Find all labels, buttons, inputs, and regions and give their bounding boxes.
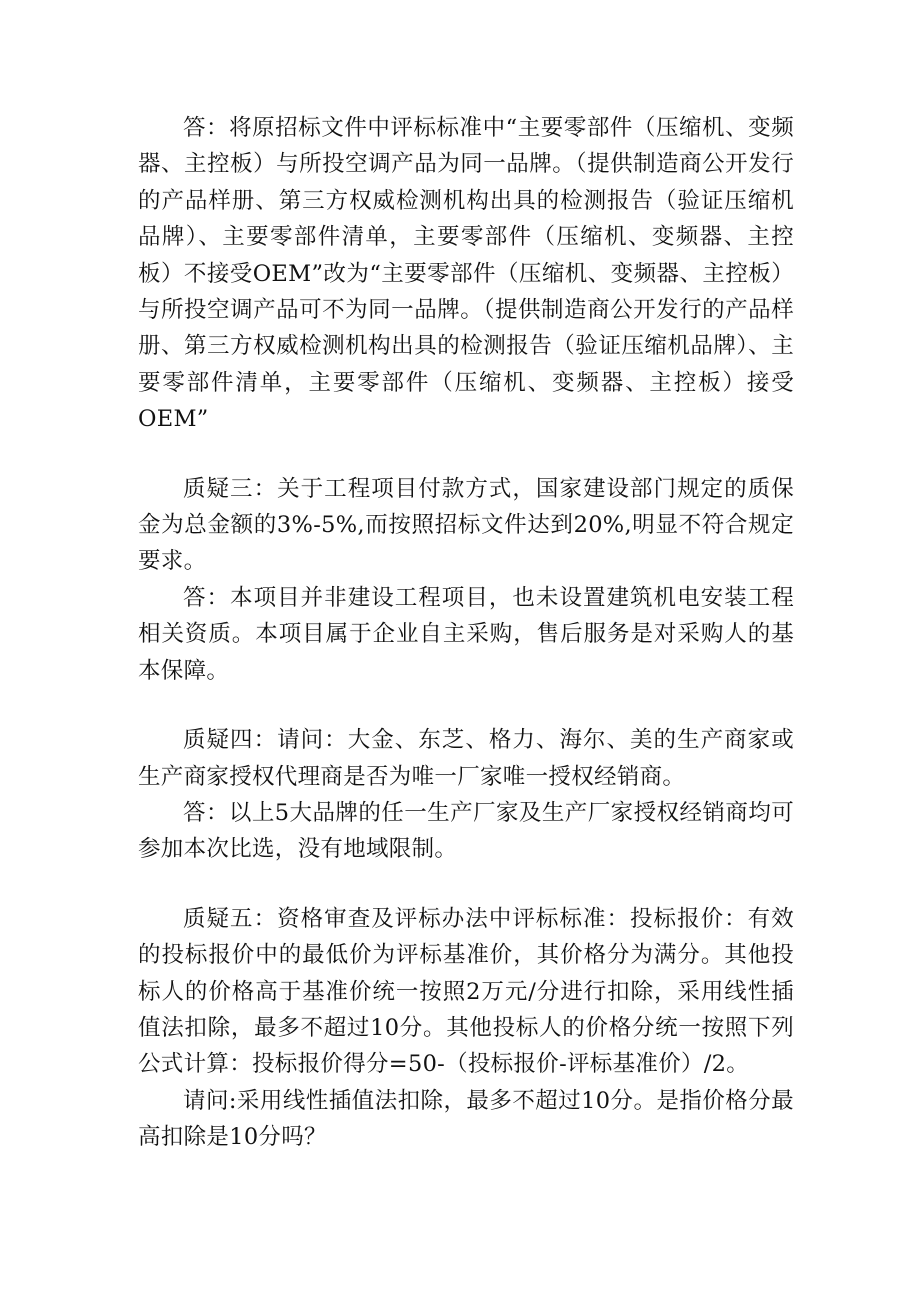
query-section-4: [138, 722, 794, 868]
query-section-3: [138, 471, 794, 689]
section-gap: [138, 868, 794, 901]
query-paragraph: 质疑四：请问：大金、东芝、格力、海尔、美的生产商家或生产商家授权代理商是否为唯一厂家唯一授权经销商。: [138, 727, 794, 790]
answer-paragraph: 答：本项目并非建设工程项目，也未设置建筑机电安装工程相关资质。本项目属于企业自主采购，售后服务是对采购人的基本保障。: [138, 584, 794, 684]
query-section-5: [138, 901, 794, 1156]
question-paragraph: 请问:采用线性插值法扣除，最多不超过10分。是指价格分最高扣除是10分吗？: [138, 1087, 794, 1151]
answer-paragraph: 答：将原招标文件中评标标准中“主要零部件（压缩机、变频器、主控板）与所投空调产品为同一品牌。（提供制造商公开发行的产品样册、第三方权威检测机构出具的检测报告（验证压缩机品牌）、主要零部件清单，主要零部件（压缩机、变频器、主控板）不接受OEM”改为“主要零部件（压缩机、变频器、主控板）与所投空调产品可不为同一品牌。（提供制造商公开发行的产品样册、第三方权威检测机构出具的检测报告（验证压缩机品牌）、主要零部件清单，主要零部件（压缩机、变频器、主控板）接受OEM”: [138, 115, 794, 433]
query-paragraph: 质疑三：关于工程项目付款方式，国家建设部门规定的质保金为总金额的3%-5%,而按照招标文件达到20%,明显不符合规定要求。: [138, 475, 794, 575]
section-gap: [138, 438, 794, 471]
section-gap: [138, 689, 794, 722]
query-paragraph: 质疑五：资格审查及评标办法中评标标准：投标报价：有效的投标报价中的最低价为评标基准价，其价格分为满分。其他投标人的价格高于基准价统一按照2万元/分进行扣除，采用线性插值法扣除，最多不超过10分。其他投标人的价格分统一按照下列公式计算：投标报价得分=50-（投标报价-评标基准价）/2。: [138, 905, 794, 1078]
answer-paragraph: 答：以上5大品牌的任一生产厂家及生产厂家授权经销商均可参加本次比选，没有地域限制。: [138, 799, 794, 863]
answer-section-2: [138, 110, 794, 438]
